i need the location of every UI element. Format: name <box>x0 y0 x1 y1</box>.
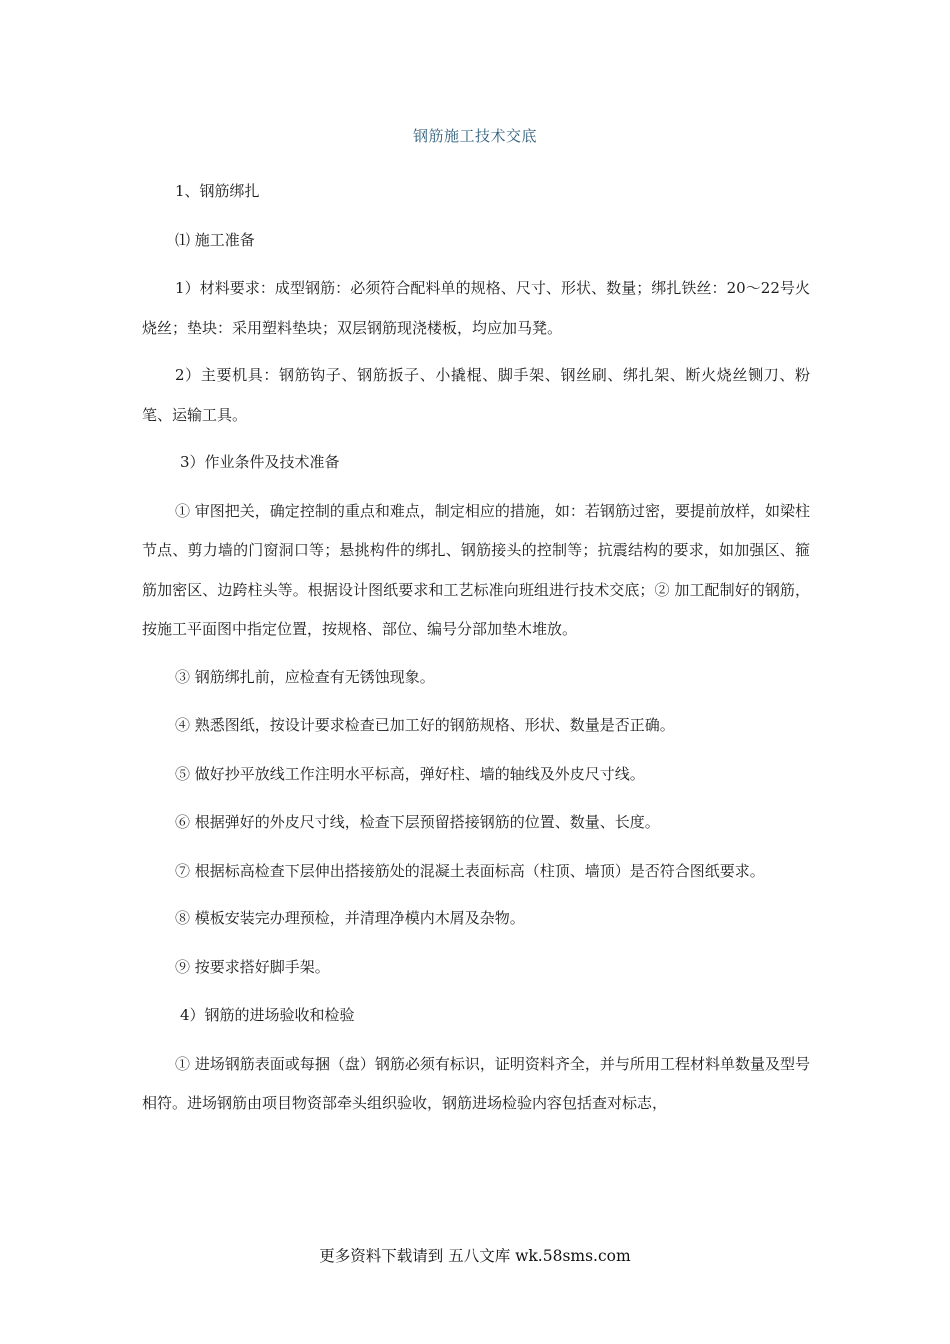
paragraph-materials: 1）材料要求：成型钢筋：必须符合配料单的规格、尺寸、形状、数量；绑扎铁丝：20～22号火烧丝；垫块：采用塑料垫块；双层钢筋现浇楼板，均应加马凳。 <box>142 279 810 337</box>
paragraph-item-5: ⑤ 做好抄平放线工作注明水平标高，弹好柱、墙的轴线及外皮尺寸线。 <box>175 764 645 783</box>
paragraph-tools: 2）主要机具：钢筋钩子、钢筋扳子、小撬棍、脚手架、钢丝刷、绑扎架、断火烧丝铡刀、粉笔、运输工具。 <box>142 366 810 424</box>
paragraph-item-9: ⑨ 按要求搭好脚手架。 <box>175 957 330 976</box>
paragraph-inspection-heading: 4）钢筋的进场验收和检验 <box>180 1006 355 1024</box>
footer-text: 更多资料下载请到 五八文库 wk.58sms.com <box>319 1247 631 1265</box>
paragraph-item-8: ⑧ 模板安装完办理预检，并清理净模内木屑及杂物。 <box>175 909 525 927</box>
paragraph-item-7: ⑦ 根据标高检查下层伸出搭接筋处的混凝土表面标高（柱顶、墙顶）是否符合图纸要求。 <box>175 861 765 880</box>
paragraph-conditions-heading: 3）作业条件及技术准备 <box>180 453 340 471</box>
section-heading: 1、钢筋绑扎 <box>175 182 260 200</box>
paragraph-item-4: ④ 熟悉图纸，按设计要求检查已加工好的钢筋规格、形状、数量是否正确。 <box>175 716 675 734</box>
paragraph-item-1-2: ① 审图把关，确定控制的重点和难点，制定相应的措施，如：若钢筋过密，要提前放样，如梁柱节点、剪力墙的门窗洞口等；悬挑构件的绑扎、钢筋接头的控制等；抗震结构的要求，如加强区、箍筋加密区、边跨柱头等。根据设计图纸要求和工艺标准向班组进行技术交底；② 加工配制好的钢筋，按施工平面图中指定位置，按规格、部位、编号分部加垫木堆放。 <box>142 501 810 638</box>
document-body <box>142 172 810 1132</box>
paragraph-inspection-item-1: ① 进场钢筋表面或每捆（盘）钢筋必须有标识，证明资料齐全，并与所用工程材料单数量及型号相符。进场钢筋由项目物资部牵头组织验收，钢筋进场检验内容包括查对标志， <box>142 1054 810 1112</box>
document-title: 钢筋施工技术交底 <box>412 127 537 145</box>
subsection-heading: ⑴ 施工准备 <box>175 230 255 249</box>
paragraph-item-6: ⑥ 根据弹好的外皮尺寸线，检查下层预留搭接钢筋的位置、数量、长度。 <box>175 813 660 831</box>
paragraph-item-3: ③ 钢筋绑扎前，应检查有无锈蚀现象。 <box>175 667 435 686</box>
